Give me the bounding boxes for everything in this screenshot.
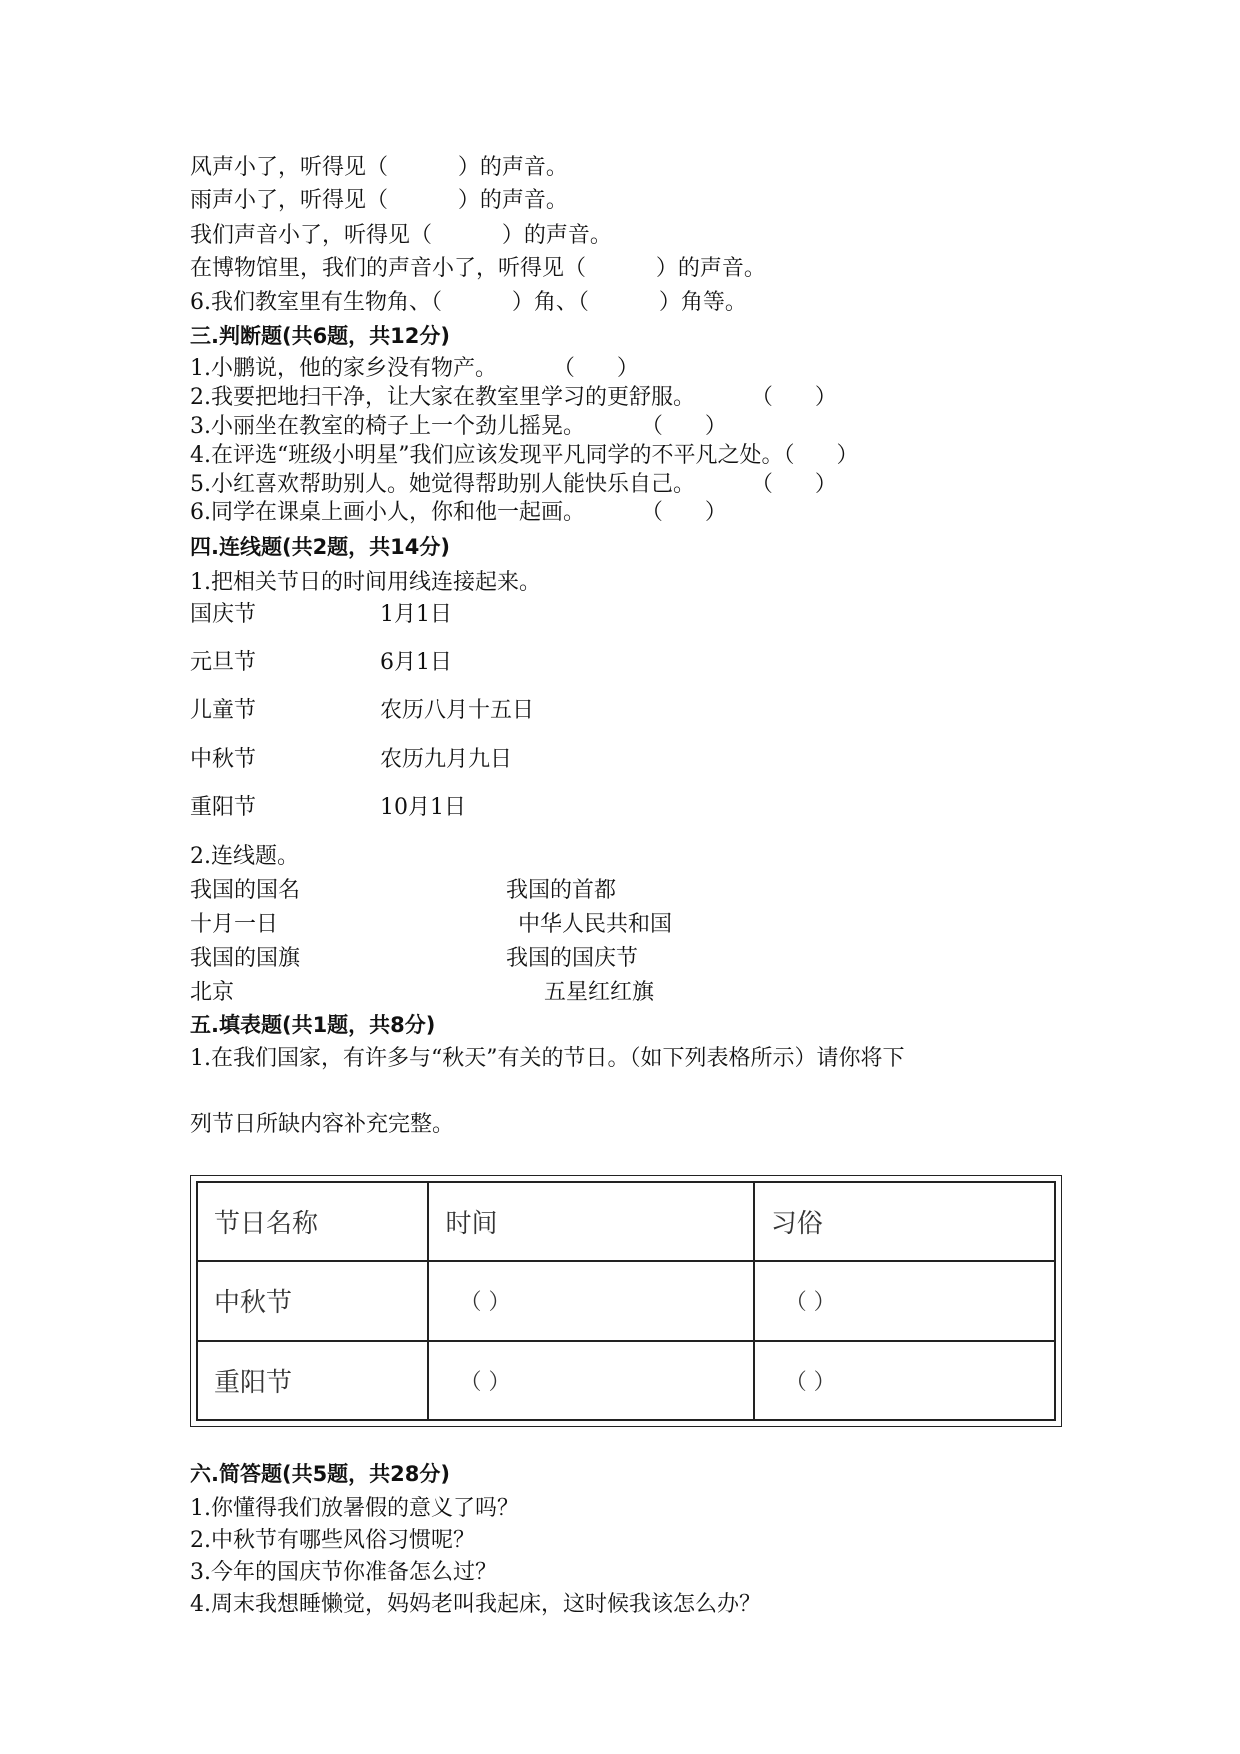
table-q1-text: 1.在我们国家，有许多与“秋天”有关的节日。（如下列表格所示）请你将下	[190, 1046, 905, 1071]
fill-in-line: 风声小了，听得见（ ）的声音。	[190, 155, 568, 180]
table-blank-cell[interactable]: （ ）	[428, 1261, 753, 1340]
festival-date: 6月1日	[380, 650, 452, 675]
table-row	[197, 1261, 1055, 1340]
short-answer-item: 3.今年的国庆节你准备怎么过？	[190, 1560, 497, 1585]
festival-table	[196, 1181, 1056, 1421]
fill-in-line: 我们声音小了，听得见（ ）的声音。	[190, 223, 612, 248]
short-answer-item: 1.你懂得我们放暑假的意义了吗？	[190, 1496, 519, 1521]
table-header-row	[197, 1182, 1055, 1261]
matching-left-item: 我国的国名	[190, 878, 301, 903]
short-answer-item: 4.周末我想睡懒觉，妈妈老叫我起床，这时候我该怎么办？	[190, 1592, 761, 1617]
judgment-item: 2.我要把地扫干净，让大家在教室里学习的更舒服。 （ ）	[190, 385, 837, 410]
judgment-item: 5.小红喜欢帮助别人。她觉得帮助别人能快乐自己。 （ ）	[190, 472, 837, 497]
festival-name: 重阳节	[190, 795, 257, 820]
fill-in-line: 6.我们教室里有生物角、（ ）角、（ ）角等。	[190, 290, 747, 315]
festival-date: 农历九月九日	[380, 747, 513, 772]
table-blank-cell[interactable]: （ ）	[754, 1261, 1055, 1340]
judgment-item: 1.小鹏说，他的家乡没有物产。 （ ）	[190, 356, 639, 381]
festival-date: 10月1日	[380, 795, 466, 820]
festival-name: 中秋节	[190, 747, 257, 772]
matching-left-item: 北京	[190, 980, 235, 1005]
festival-date: 1月1日	[380, 602, 452, 627]
fill-in-line: 在博物馆里，我们的声音小了，听得见（ ）的声音。	[190, 256, 766, 281]
judgment-item: 6.同学在课桌上画小人，你和他一起画。 （ ）	[190, 500, 727, 525]
section-6-title: 六.简答题(共5题，共28分)	[190, 1462, 451, 1486]
table-header-cell: 时间	[428, 1182, 753, 1261]
matching-q2-prompt: 2.连线题。	[190, 844, 299, 869]
short-answer-item: 2.中秋节有哪些风俗习惯呢？	[190, 1528, 475, 1553]
section-5-title: 五.填表题(共1题，共8分)	[190, 1013, 436, 1037]
matching-left-item: 我国的国旗	[190, 946, 301, 971]
matching-left-item: 十月一日	[190, 912, 279, 937]
table-q1-text: 列节日所缺内容补充完整。	[190, 1112, 455, 1137]
section-4-title: 四.连线题(共2题，共14分)	[190, 535, 451, 559]
fill-in-line: 雨声小了，听得见（ ）的声音。	[190, 188, 568, 213]
matching-right-item: 中华人民共和国	[518, 912, 673, 937]
judgment-item: 4.在评选“班级小明星”我们应该发现平凡同学的不平凡之处。（ ）	[190, 443, 859, 468]
table-blank-cell[interactable]: （ ）	[754, 1341, 1055, 1420]
festival-date: 农历八月十五日	[380, 698, 535, 723]
section-3-title: 三.判断题(共6题，共12分)	[190, 324, 451, 348]
matching-q1-prompt: 1.把相关节日的时间用线连接起来。	[190, 570, 541, 595]
matching-right-item: 五星红红旗	[544, 980, 655, 1005]
table-header-cell: 节日名称	[197, 1182, 428, 1261]
festival-name: 国庆节	[190, 602, 257, 627]
table-cell: 重阳节	[197, 1341, 428, 1420]
matching-right-item: 我国的首都	[506, 878, 617, 903]
table-header-cell: 习俗	[754, 1182, 1055, 1261]
table-row	[197, 1341, 1055, 1420]
festival-name: 儿童节	[190, 698, 257, 723]
festival-name: 元旦节	[190, 650, 257, 675]
judgment-item: 3.小丽坐在教室的椅子上一个劲儿摇晃。 （ ）	[190, 414, 727, 439]
table-blank-cell[interactable]: （ ）	[428, 1341, 753, 1420]
matching-right-item: 我国的国庆节	[506, 946, 639, 971]
table-cell: 中秋节	[197, 1261, 428, 1340]
